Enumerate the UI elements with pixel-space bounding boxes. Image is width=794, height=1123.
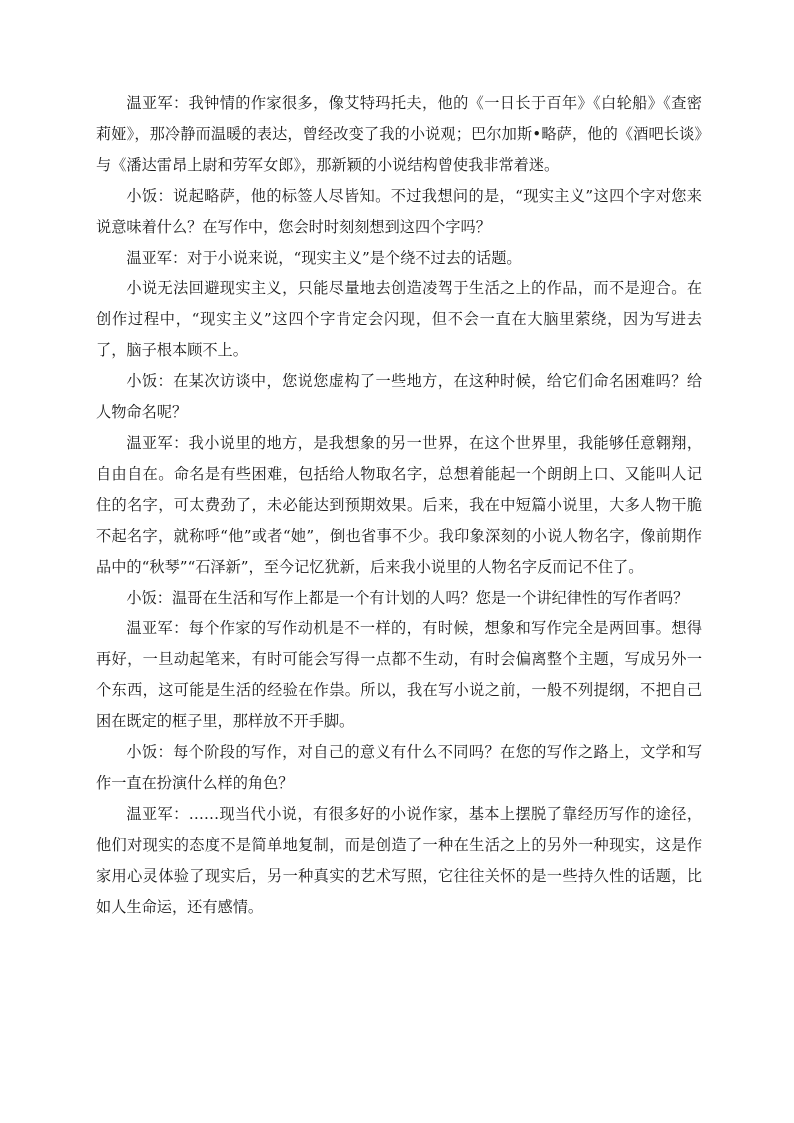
paragraph-8: 温亚军：每个作家的写作动机是不一样的，有时候，想象和写作完全是两回事。想得再好，一旦动起笔来，有时可能会写得一点都不生动，有时会偏离整个主题，写成另外一个东西，这可能是生活的经验在作祟。所以，我在写小说之前，一般不列提纲，不把自己困在既定的框子里，那样放不开手脚。 — [96, 619, 702, 731]
paragraph-3: 温亚军：对于小说来说，“现实主义”是个绕不过去的话题。 — [126, 248, 522, 267]
document-body — [96, 88, 702, 922]
paragraph-5: 小饭：在某次访谈中，您说您虚构了一些地方，在这种时候，给它们命名困难吗？给人物命名呢？ — [96, 372, 702, 422]
paragraph-9: 小饭：每个阶段的写作，对自己的意义有什么不同吗？在您的写作之路上，文学和写作一直在扮演什么样的角色？ — [96, 743, 702, 792]
paragraph-10: 温亚军：……现当代小说，有很多好的小说作家，基本上摆脱了靠经历写作的途径，他们对现实的态度不是简单地复制，而是创造了一种在生活之上的另外一种现实，这是作家用心灵体验了现实后，另一种真实的艺术写照，它往往关怀的是一些持久性的话题，比如人生命运，还有感情。 — [96, 804, 702, 916]
paragraph-1: 温亚军：我钟情的作家很多，像艾特玛托夫，他的《一日长于百年》《白轮船》《查密莉娅》，那冷静而温暖的表达，曾经改变了我的小说观；巴尔加斯•略萨，他的《酒吧长谈》与《潘达雷昂上尉和劳军女郎》，那新颖的小说结构曾使我非常着迷。 — [96, 94, 702, 174]
paragraph-7: 小饭：温哥在生活和写作上都是一个有计划的人吗？您是一个讲纪律性的写作者吗？ — [126, 588, 689, 607]
paragraph-6: 温亚军：我小说里的地方，是我想象的另一世界，在这个世界里，我能够任意翱翔，自由自在。命名是有些困难，包括给人物取名字，总想着能起一个朗朗上口、又能叫人记住的名字，可太费劲了，未必能达到预期效果。后来，我在中短篇小说里，大多人物干脆不起名字，就称呼“他”或者“她”，倒也省事不少。我印象深刻的小说人物名字，像前期作品中的“秋琴”“石泽新”，至今记忆犹新，后来我小说里的人物名字反而记不住了。 — [96, 433, 702, 576]
paragraph-2: 小饭：说起略萨，他的标签人尽皆知。不过我想问的是，“现实主义”这四个字对您来说意味着什么？在写作中，您会时时刻刻想到这四个字吗？ — [96, 186, 702, 236]
paragraph-4: 小说无法回避现实主义，只能尽量地去创造凌驾于生活之上的作品，而不是迎合。在创作过程中，“现实主义”这四个字肯定会闪现，但不会一直在大脑里萦绕，因为写进去了，脑子根本顾不上。 — [96, 279, 702, 360]
